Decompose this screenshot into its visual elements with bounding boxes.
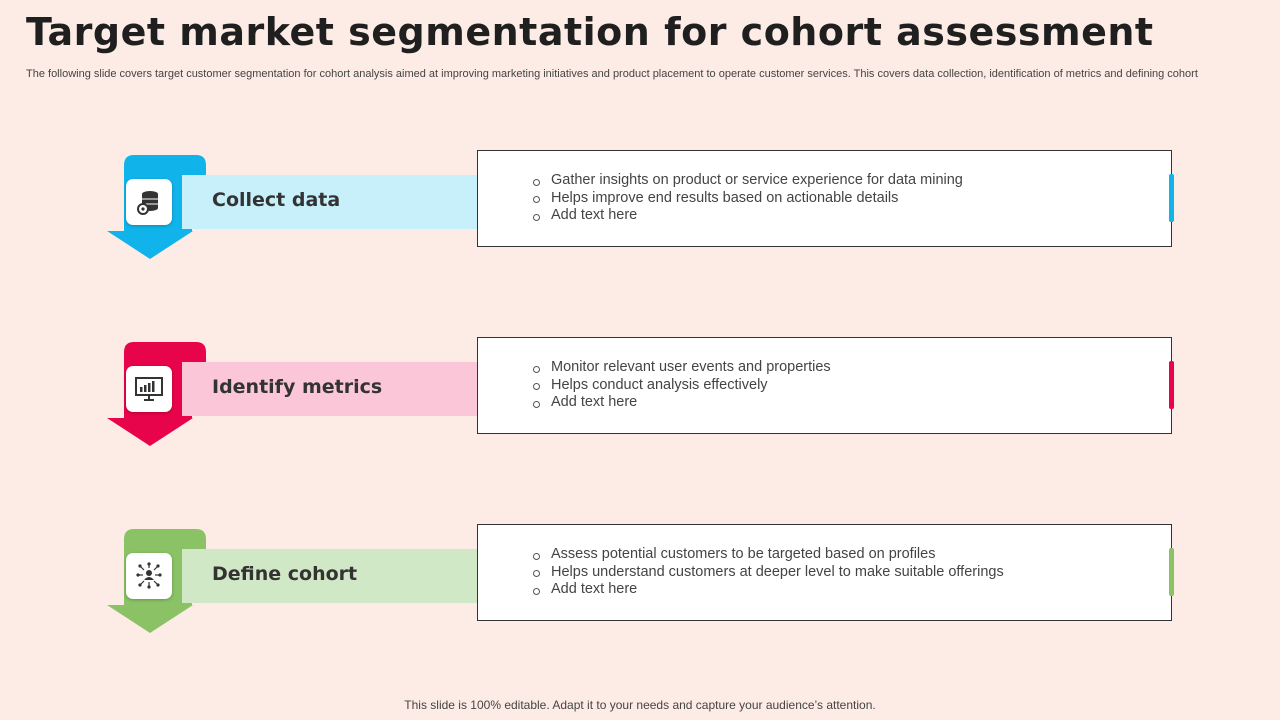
step-identify-metrics <box>0 342 1280 462</box>
monitor-chart-icon <box>134 374 164 404</box>
step-define-cohort <box>0 529 1280 649</box>
card-accent-bar <box>1169 174 1174 222</box>
database-gear-icon <box>134 187 164 217</box>
step-details-card <box>477 150 1172 247</box>
bullet-circle-icon <box>533 366 540 373</box>
step-collect-data <box>0 155 1280 275</box>
bullet-item: Assess potential customers to be targeted based on profiles <box>533 546 1004 564</box>
bullet-circle-icon <box>533 588 540 595</box>
user-network-icon <box>134 561 164 591</box>
page-title: Target market segmentation for cohort assessment <box>26 10 1154 54</box>
footer-note: This slide is 100% editable. Adapt it to your needs and capture your audience’s attention. <box>404 698 876 712</box>
bullet-circle-icon <box>533 553 540 560</box>
step-details-card <box>477 524 1172 621</box>
bullet-item: Helps understand customers at deeper level to make suitable offerings <box>533 564 1004 582</box>
bullet-list <box>533 172 963 225</box>
bullet-circle-icon <box>533 196 540 203</box>
card-accent-bar <box>1169 548 1174 596</box>
step-label: Collect data <box>212 189 341 211</box>
step-label: Identify metrics <box>212 376 383 398</box>
bullet-list <box>533 546 1004 599</box>
bullet-item: Helps improve end results based on actionable details <box>533 190 963 208</box>
bullet-item: Gather insights on product or service experience for data mining <box>533 172 963 190</box>
bullet-circle-icon <box>533 383 540 390</box>
page-subtitle: The following slide covers target customer segmentation for cohort analysis aimed at improving marketing initiatives and product placement to operate customer services. This covers data collection, identification of metrics and defining cohort <box>26 68 1198 80</box>
bullet-list <box>533 359 831 412</box>
bullet-circle-icon <box>533 179 540 186</box>
bullet-circle-icon <box>533 401 540 408</box>
step-icon-box <box>126 366 172 412</box>
step-details-card <box>477 337 1172 434</box>
bullet-circle-icon <box>533 570 540 577</box>
step-label: Define cohort <box>212 563 358 585</box>
bullet-item: Add text here <box>533 581 1004 599</box>
bullet-item: Monitor relevant user events and properties <box>533 359 831 377</box>
card-accent-bar <box>1169 361 1174 409</box>
bullet-circle-icon <box>533 214 540 221</box>
bullet-item: Add text here <box>533 207 963 225</box>
step-icon-box <box>126 553 172 599</box>
step-icon-box <box>126 179 172 225</box>
bullet-item: Helps conduct analysis effectively <box>533 377 831 395</box>
bullet-item: Add text here <box>533 394 831 412</box>
